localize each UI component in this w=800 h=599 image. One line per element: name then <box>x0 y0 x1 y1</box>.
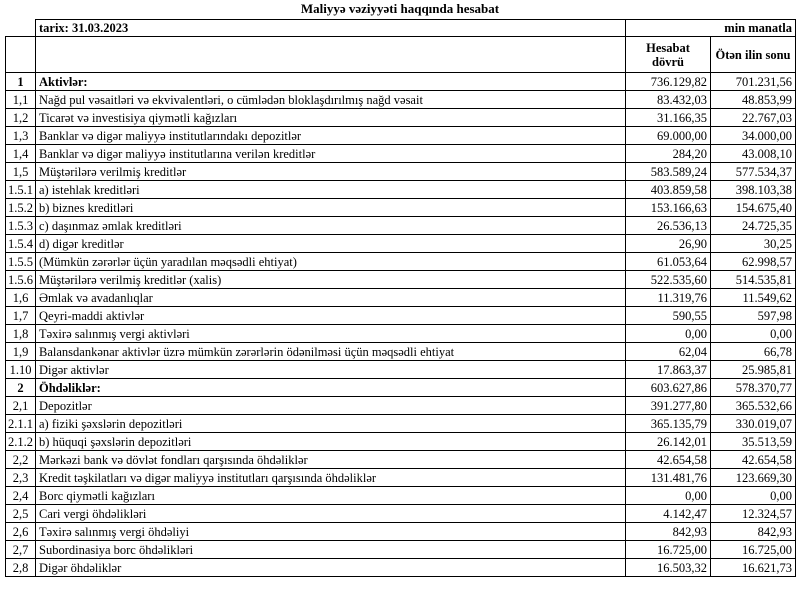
current-value-cell: 61.053,64 <box>626 253 711 271</box>
row-label-cell: b) hüquqi şəxslərin depozitləri <box>36 433 626 451</box>
table-row <box>6 199 796 217</box>
row-number-cell: 2,8 <box>6 559 36 577</box>
table-row <box>6 397 796 415</box>
row-label-cell: Depozitlər <box>36 397 626 415</box>
current-value-cell: 26,90 <box>626 235 711 253</box>
previous-value-cell: 597,98 <box>711 307 796 325</box>
table-row <box>6 271 796 289</box>
unit-label: min manatla <box>626 20 796 37</box>
meta-blank-cell <box>6 20 36 37</box>
previous-value-cell: 577.534,37 <box>711 163 796 181</box>
previous-value-cell: 11.549,62 <box>711 289 796 307</box>
current-value-cell: 4.142,47 <box>626 505 711 523</box>
current-value-cell: 522.535,60 <box>626 271 711 289</box>
row-label-cell: a) istehlak kreditləri <box>36 181 626 199</box>
row-number-cell: 1,4 <box>6 145 36 163</box>
row-label-cell: Aktivlər: <box>36 73 626 91</box>
current-value-cell: 842,93 <box>626 523 711 541</box>
row-number-cell: 1 <box>6 73 36 91</box>
row-number-cell: 1,6 <box>6 289 36 307</box>
table-row <box>6 163 796 181</box>
table-row <box>6 109 796 127</box>
report-date: tarix: 31.03.2023 <box>36 20 626 37</box>
row-label-cell: b) biznes kreditləri <box>36 199 626 217</box>
row-number-cell: 1.5.6 <box>6 271 36 289</box>
previous-value-cell: 16.725,00 <box>711 541 796 559</box>
row-label-cell: Banklar və digər maliyyə institutlarına verilən kreditlər <box>36 145 626 163</box>
row-number-cell: 1.5.3 <box>6 217 36 235</box>
row-number-cell: 1,3 <box>6 127 36 145</box>
row-number-cell: 1,5 <box>6 163 36 181</box>
row-number-cell: 1,2 <box>6 109 36 127</box>
previous-value-cell: 62.998,57 <box>711 253 796 271</box>
current-value-cell: 26.142,01 <box>626 433 711 451</box>
row-number-cell: 1,8 <box>6 325 36 343</box>
current-value-cell: 603.627,86 <box>626 379 711 397</box>
row-label-cell: (Mümkün zərərlər üçün yaradılan məqsədli ehtiyat) <box>36 253 626 271</box>
row-label-cell: Subordinasiya borc öhdəlikləri <box>36 541 626 559</box>
table-row <box>6 325 796 343</box>
row-number-cell: 2,3 <box>6 469 36 487</box>
header-previous-period: Ötən ilin sonu <box>711 37 796 73</box>
previous-value-cell: 24.725,35 <box>711 217 796 235</box>
row-label-cell: Təxirə salınmış vergi öhdəliyi <box>36 523 626 541</box>
row-label-cell: Əmlak və avadanlıqlar <box>36 289 626 307</box>
previous-value-cell: 43.008,10 <box>711 145 796 163</box>
table-row <box>6 469 796 487</box>
row-label-cell: Təxirə salınmış vergi aktivləri <box>36 325 626 343</box>
table-row <box>6 487 796 505</box>
table-row <box>6 523 796 541</box>
previous-value-cell: 16.621,73 <box>711 559 796 577</box>
row-number-cell: 2,6 <box>6 523 36 541</box>
row-number-cell: 2.1.1 <box>6 415 36 433</box>
row-number-cell: 1,9 <box>6 343 36 361</box>
previous-value-cell: 66,78 <box>711 343 796 361</box>
current-value-cell: 153.166,63 <box>626 199 711 217</box>
current-value-cell: 403.859,58 <box>626 181 711 199</box>
table-row <box>6 541 796 559</box>
table-body <box>6 73 796 577</box>
table-row <box>6 307 796 325</box>
current-value-cell: 11.319,76 <box>626 289 711 307</box>
previous-value-cell: 22.767,03 <box>711 109 796 127</box>
table-row <box>6 253 796 271</box>
row-label-cell: Balansdankənar aktivlər üzrə mümkün zərərlərin ödənilməsi üçün məqsədli ehtiyat <box>36 343 626 361</box>
row-label-cell: Digər öhdəliklər <box>36 559 626 577</box>
header-number-cell <box>6 37 36 73</box>
row-label-cell: d) digər kreditlər <box>36 235 626 253</box>
table-row <box>6 433 796 451</box>
current-value-cell: 391.277,80 <box>626 397 711 415</box>
current-value-cell: 69.000,00 <box>626 127 711 145</box>
table-row <box>6 379 796 397</box>
table-row <box>6 91 796 109</box>
previous-value-cell: 123.669,30 <box>711 469 796 487</box>
table-row <box>6 289 796 307</box>
row-label-cell: Müştərilərə verilmiş kreditlər <box>36 163 626 181</box>
meta-row <box>6 20 796 37</box>
row-number-cell: 2 <box>6 379 36 397</box>
row-label-cell: c) daşınmaz əmlak kreditləri <box>36 217 626 235</box>
row-label-cell: Cari vergi öhdəlikləri <box>36 505 626 523</box>
row-number-cell: 1,1 <box>6 91 36 109</box>
table-row <box>6 343 796 361</box>
current-value-cell: 16.725,00 <box>626 541 711 559</box>
current-value-cell: 0,00 <box>626 325 711 343</box>
table-row <box>6 127 796 145</box>
previous-value-cell: 842,93 <box>711 523 796 541</box>
current-value-cell: 736.129,82 <box>626 73 711 91</box>
table-row <box>6 505 796 523</box>
current-value-cell: 365.135,79 <box>626 415 711 433</box>
row-label-cell: Kredit təşkilatları və digər maliyyə institutları qarşısında öhdəliklər <box>36 469 626 487</box>
table-row <box>6 73 796 91</box>
row-number-cell: 1.5.1 <box>6 181 36 199</box>
table-row <box>6 181 796 199</box>
page-title: Maliyyə vəziyyəti haqqında hesabat <box>300 1 500 16</box>
row-label-cell: Borc qiymətli kağızları <box>36 487 626 505</box>
row-label-cell: Digər aktivlər <box>36 361 626 379</box>
table-row <box>6 235 796 253</box>
row-number-cell: 2,4 <box>6 487 36 505</box>
row-number-cell: 1,7 <box>6 307 36 325</box>
table-row <box>6 559 796 577</box>
previous-value-cell: 42.654,58 <box>711 451 796 469</box>
previous-value-cell: 0,00 <box>711 325 796 343</box>
previous-value-cell: 48.853,99 <box>711 91 796 109</box>
previous-value-cell: 701.231,56 <box>711 73 796 91</box>
table-row <box>6 217 796 235</box>
previous-value-cell: 365.532,66 <box>711 397 796 415</box>
table-row <box>6 361 796 379</box>
current-value-cell: 83.432,03 <box>626 91 711 109</box>
current-value-cell: 62,04 <box>626 343 711 361</box>
financial-statement-table <box>5 19 796 577</box>
row-label-cell: Banklar və digər maliyyə institutlarındakı depozitlər <box>36 127 626 145</box>
header-current-period: Hesabat dövrü <box>626 37 711 73</box>
row-number-cell: 1.5.5 <box>6 253 36 271</box>
table-row <box>6 451 796 469</box>
row-number-cell: 1.5.4 <box>6 235 36 253</box>
current-value-cell: 16.503,32 <box>626 559 711 577</box>
previous-value-cell: 578.370,77 <box>711 379 796 397</box>
previous-value-cell: 514.535,81 <box>711 271 796 289</box>
current-value-cell: 0,00 <box>626 487 711 505</box>
current-value-cell: 590,55 <box>626 307 711 325</box>
row-label-cell: Ticarət və investisiya qiymətli kağızları <box>36 109 626 127</box>
row-number-cell: 2,5 <box>6 505 36 523</box>
row-number-cell: 2,7 <box>6 541 36 559</box>
table-row <box>6 415 796 433</box>
previous-value-cell: 35.513,59 <box>711 433 796 451</box>
table-row <box>6 145 796 163</box>
previous-value-cell: 12.324,57 <box>711 505 796 523</box>
current-value-cell: 17.863,37 <box>626 361 711 379</box>
header-row <box>6 37 796 73</box>
row-label-cell: a) fiziki şəxslərin depozitləri <box>36 415 626 433</box>
current-value-cell: 31.166,35 <box>626 109 711 127</box>
current-value-cell: 583.589,24 <box>626 163 711 181</box>
current-value-cell: 284,20 <box>626 145 711 163</box>
row-label-cell: Qeyri-maddi aktivlər <box>36 307 626 325</box>
previous-value-cell: 0,00 <box>711 487 796 505</box>
row-number-cell: 1.5.2 <box>6 199 36 217</box>
previous-value-cell: 154.675,40 <box>711 199 796 217</box>
row-number-cell: 2,1 <box>6 397 36 415</box>
row-label-cell: Mərkəzi bank və dövlət fondları qarşısında öhdəliklər <box>36 451 626 469</box>
previous-value-cell: 398.103,38 <box>711 181 796 199</box>
header-label-cell <box>36 37 626 73</box>
previous-value-cell: 25.985,81 <box>711 361 796 379</box>
row-label-cell: Nağd pul vəsaitləri və ekvivalentləri, o cümlədən bloklaşdırılmış nağd vəsait <box>36 91 626 109</box>
previous-value-cell: 34.000,00 <box>711 127 796 145</box>
row-number-cell: 2.1.2 <box>6 433 36 451</box>
row-number-cell: 2,2 <box>6 451 36 469</box>
row-number-cell: 1.10 <box>6 361 36 379</box>
row-label-cell: Müştərilərə verilmiş kreditlər (xalis) <box>36 271 626 289</box>
previous-value-cell: 330.019,07 <box>711 415 796 433</box>
current-value-cell: 131.481,76 <box>626 469 711 487</box>
current-value-cell: 26.536,13 <box>626 217 711 235</box>
previous-value-cell: 30,25 <box>711 235 796 253</box>
current-value-cell: 42.654,58 <box>626 451 711 469</box>
row-label-cell: Öhdəliklər: <box>36 379 626 397</box>
